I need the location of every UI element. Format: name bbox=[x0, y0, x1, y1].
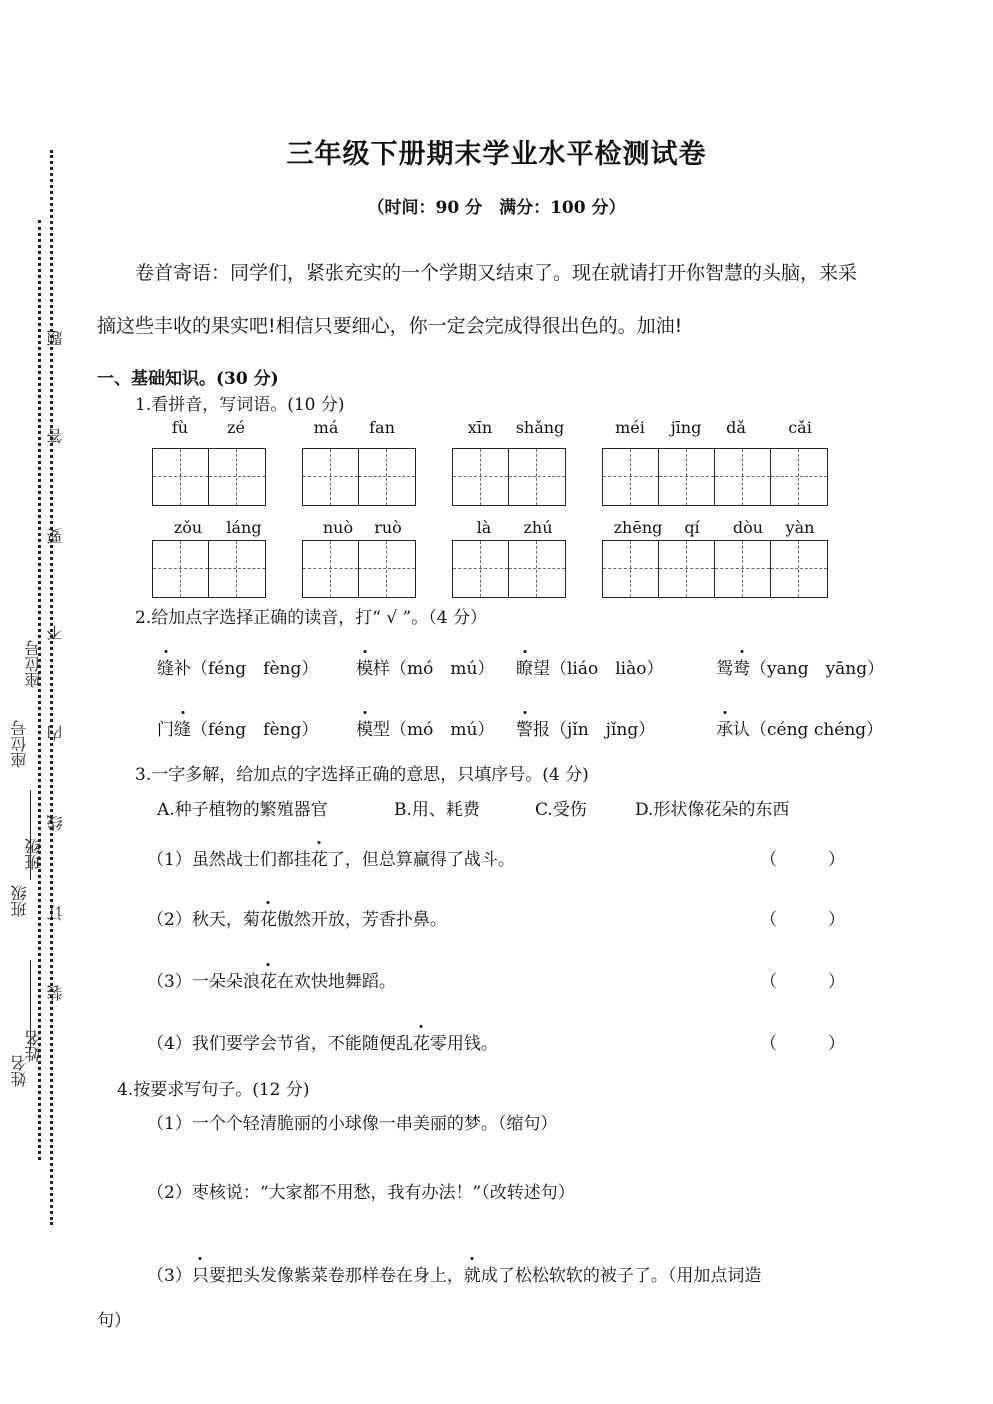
q3-item-3: （3）一朵朵浪 花在欢快地舞蹈。 bbox=[147, 967, 396, 992]
binding-class-outer: 班级 bbox=[10, 885, 29, 917]
pinyin: zhēng bbox=[613, 518, 663, 537]
pinyin: qí bbox=[684, 518, 700, 537]
seal-char-8: 题 bbox=[46, 330, 65, 346]
seal-char-1: 装 bbox=[46, 985, 65, 1001]
q3-answer-3[interactable]: （ ） bbox=[760, 972, 845, 992]
reading-choice[interactable]: 承认（céng chéng） bbox=[716, 715, 883, 740]
writing-grid[interactable] bbox=[302, 540, 416, 598]
dotted-char: 模 bbox=[356, 659, 373, 679]
pinyin: cǎi bbox=[788, 418, 812, 437]
dotted-char: 缝 bbox=[157, 659, 174, 679]
reading-choice[interactable]: 门 缝（féng fèng） bbox=[157, 715, 318, 740]
q3-item-1: （1）虽然战士们都挂 花了，但总算赢得了战斗。 bbox=[147, 845, 515, 870]
q3-answer-4[interactable]: （ ） bbox=[760, 1034, 845, 1054]
intro-line-1: 卷首寄语：同学们，紧张充实的一个学期又结束了。现在就请打开你智慧的头脑，来采 bbox=[135, 262, 858, 284]
pinyin: dòu bbox=[732, 518, 764, 537]
seal-char-3: 线 bbox=[46, 815, 65, 831]
q3-answer-2[interactable]: （ ） bbox=[760, 910, 845, 930]
q3-option-b: B.用、耗费 bbox=[394, 800, 480, 820]
seal-char-5: 不 bbox=[46, 625, 65, 641]
writing-grid[interactable] bbox=[152, 540, 266, 598]
q4-item-3: （3） 只要把头发像紫菜卷那样卷在身上， 就成了松松软软的被子了。（用加点词造 bbox=[147, 1261, 761, 1286]
dotted-char: 模 bbox=[356, 720, 373, 740]
reading-choice[interactable]: 瞭望（liáo liào） bbox=[516, 654, 664, 679]
binding-class-inner: 班级 bbox=[24, 838, 43, 870]
q3-option-d: D.形状像花朵的东西 bbox=[635, 800, 790, 820]
writing-grid[interactable] bbox=[452, 448, 566, 506]
q4-item-2: （2）枣核说：“大家都不用愁，我有办法！”（改转述句） bbox=[147, 1183, 575, 1203]
pinyin: méi bbox=[615, 418, 645, 437]
seal-char-7: 答 bbox=[46, 428, 65, 444]
seal-char-2: 订 bbox=[46, 905, 65, 921]
reading-choice[interactable]: 鸳 鸯（yang yāng） bbox=[716, 654, 884, 679]
pinyin: dǎ bbox=[726, 418, 746, 437]
intro-line-2: 摘这些丰收的果实吧!相信只要细心，你一定会完成得很出色的。加油! bbox=[97, 315, 683, 337]
dotted-char: 瞭 bbox=[516, 659, 533, 679]
writing-grid[interactable] bbox=[602, 448, 828, 506]
q3-label: 3.一字多解，给加点的字选择正确的意思，只填序号。(4 分) bbox=[135, 765, 589, 785]
q4-item-1: （1）一个个轻清脆丽的小球像一串美丽的梦。（缩句） bbox=[147, 1114, 558, 1134]
binding-seat-outer: 座位号 bbox=[10, 720, 29, 768]
q3-answer-1[interactable]: （ ） bbox=[760, 850, 845, 870]
section-1-heading: 一、基础知识。(30 分) bbox=[97, 369, 279, 389]
q3-item-4: （4）我们要学会节省，不能随便乱 花零用钱。 bbox=[147, 1029, 498, 1054]
dotted-char: 缝 bbox=[174, 720, 191, 740]
pinyin: yàn bbox=[785, 518, 815, 537]
page-title: 三年级下册期末学业水平检测试卷 bbox=[286, 139, 707, 170]
q3-item-2: （2）秋天，菊 花傲然开放，芳香扑鼻。 bbox=[147, 905, 447, 930]
pinyin: là bbox=[476, 518, 492, 537]
seal-char-4: 内 bbox=[46, 725, 65, 741]
pinyin: jīng bbox=[670, 418, 702, 437]
dotted-char: 承 bbox=[716, 720, 733, 740]
q4-label: 4.按要求写句子。(12 分) bbox=[117, 1080, 310, 1100]
pinyin: má bbox=[313, 418, 339, 437]
q1-label: 1.看拼音，写词语。(10 分) bbox=[135, 395, 345, 415]
pinyin: xīn bbox=[467, 418, 493, 437]
writing-grid[interactable] bbox=[602, 540, 828, 598]
binding-dotted-line-outer bbox=[50, 150, 53, 1225]
writing-grid[interactable] bbox=[152, 448, 266, 506]
q4-item-3-cont: 句） bbox=[97, 1311, 131, 1331]
q2-label: 2.给加点字选择正确的读音，打“ √ ”。（4 分） bbox=[135, 608, 487, 628]
pinyin: fù bbox=[171, 418, 189, 437]
pinyin: zé bbox=[227, 418, 245, 437]
writing-grid[interactable] bbox=[452, 540, 566, 598]
q3-option-c: C.受伤 bbox=[535, 800, 587, 820]
q3-option-a: A.种子植物的繁殖器官 bbox=[157, 800, 328, 820]
dotted-char: 鸯 bbox=[733, 659, 750, 679]
pinyin: láng bbox=[226, 518, 262, 537]
reading-choice[interactable]: 模型（mó mú） bbox=[356, 715, 494, 740]
pinyin: shǎng bbox=[515, 418, 565, 437]
seal-char-6: 要 bbox=[46, 528, 65, 544]
writing-grid[interactable] bbox=[302, 448, 416, 506]
reading-choice[interactable]: 警报（jǐn jǐng） bbox=[516, 715, 655, 740]
binding-name-outer: 姓名 bbox=[10, 1055, 29, 1087]
pinyin: zhú bbox=[523, 518, 553, 537]
pinyin: zǒu bbox=[173, 518, 203, 537]
dotted-char: 警 bbox=[516, 720, 533, 740]
reading-choice[interactable]: 缝补（féng fèng） bbox=[157, 654, 318, 679]
pinyin: fan bbox=[369, 418, 395, 437]
binding-seat-inner: 座位号 bbox=[24, 640, 43, 688]
pinyin: nuò bbox=[322, 518, 354, 537]
binding-dotted-line-inner bbox=[38, 220, 41, 1160]
reading-choice[interactable]: 模样（mó mú） bbox=[356, 654, 494, 679]
exam-time-score: （时间：90 分 满分：100 分） bbox=[367, 198, 626, 218]
pinyin: ruò bbox=[374, 518, 402, 537]
binding-name-inner: 姓名 bbox=[24, 1030, 43, 1062]
